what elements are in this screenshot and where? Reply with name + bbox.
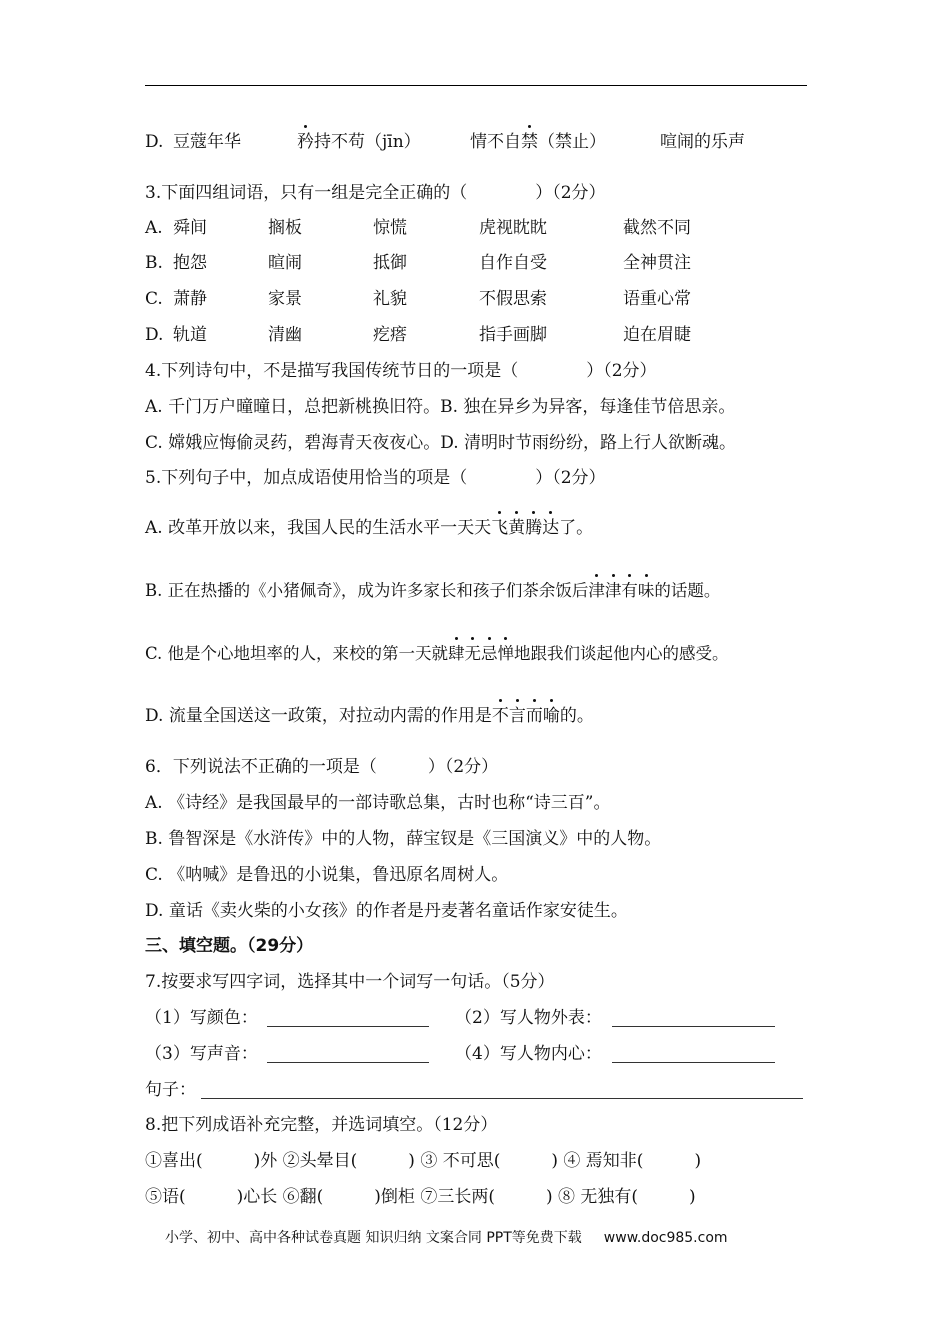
q7-item-label: （2）写人物外表： bbox=[455, 1008, 602, 1028]
q4-options-cd: C. 嫦娥应悔偷灵药，碧海青天夜夜心。D. 清明时节雨纷纷，路上行人欲断魂。 bbox=[145, 433, 737, 453]
answer-blank[interactable] bbox=[612, 1044, 775, 1063]
q5-stem: 5.下列句子中，加点成语使用恰当的项是（ ）（2分） bbox=[145, 468, 606, 488]
dotted-char: 达 bbox=[542, 518, 560, 538]
q7-item-label: （4）写人物内心： bbox=[455, 1044, 602, 1064]
q7-row-1 bbox=[145, 1006, 805, 1030]
dotted-char: 黄 bbox=[508, 518, 526, 538]
dotted-char: 言 bbox=[508, 706, 526, 726]
q5-option-d: D. 流量全国送这一政策，对拉动内需的作用是不言而喻的。 bbox=[145, 706, 594, 726]
answer-blank[interactable] bbox=[267, 1008, 429, 1027]
dotted-char: 忌 bbox=[481, 642, 498, 666]
q7-item-label: （3）写声音： bbox=[145, 1044, 258, 1064]
q6-option-c: C. 《呐喊》是鲁迅的小说集，鲁迅原名周树人。 bbox=[145, 865, 509, 885]
dotted-char: 而 bbox=[525, 706, 543, 726]
sentence-label: 句子： bbox=[145, 1080, 196, 1100]
q7-item-label: （1）写颜色： bbox=[145, 1008, 258, 1028]
dotted-char: 无 bbox=[465, 642, 482, 666]
dotted-char: 不 bbox=[491, 706, 509, 726]
q4-stem: 4.下列诗句中，不是描写我国传统节日的一项是（ ）（2分） bbox=[145, 361, 657, 381]
sentence-blank[interactable] bbox=[201, 1080, 803, 1099]
dotted-char: 惮 bbox=[498, 642, 515, 666]
q6-option-d: D. 童话《卖火柴的小女孩》的作者是丹麦著名童话作家安徒生。 bbox=[145, 901, 628, 921]
q8-idioms-row-1: ①喜出( )外 ②头晕目( ) ③ 不可思( ) ④ 焉知非( ) bbox=[145, 1151, 702, 1171]
dotted-char: 腾 bbox=[525, 518, 543, 538]
dotted-char: 飞 bbox=[491, 518, 509, 538]
dotted-char: 矜 bbox=[297, 132, 314, 152]
q6-option-b: B. 鲁智深是《水浒传》中的人物，薛宝钗是《三国演义》中的人物。 bbox=[145, 829, 662, 849]
dotted-char: 津 bbox=[605, 579, 622, 603]
header-rule bbox=[145, 85, 807, 86]
dotted-char: 喻 bbox=[542, 706, 560, 726]
option-label: D. bbox=[145, 132, 164, 152]
section-heading: 三、填空题。（29分） bbox=[145, 936, 314, 956]
q7-sentence-row bbox=[145, 1078, 805, 1102]
word-with-dot: 矜持不苟（jīn） bbox=[297, 132, 421, 152]
dotted-char: 津 bbox=[588, 579, 605, 603]
q5-option-c: C. 他是个心地坦率的人，来校的第一天就肆无忌惮地跟我们谈起他内心的感受。 bbox=[145, 642, 729, 666]
q5-option-b: B. 正在热播的《小猪佩奇》，成为许多家长和孩子们茶余饭后津津有味的话题。 bbox=[145, 579, 720, 603]
q8-idioms-row-2: ⑤语( )心长 ⑥翻( )倒柜 ⑦三长两( ) ⑧ 无独有( ) bbox=[145, 1187, 696, 1207]
q3-option-d: D. 轨道 清幽 疙瘩 指手画脚 迫在眉睫 bbox=[145, 325, 691, 345]
footer-text: 小学、初中、高中各种试卷真题 知识归纳 文案合同 PPT等免费下载 bbox=[165, 1230, 582, 1246]
q3-option-b: B. 抱怨 暄闹 抵御 自作自受 全神贯注 bbox=[145, 253, 691, 273]
q3-option-a: A. 舜间 搁板 惊慌 虎视眈眈 截然不同 bbox=[145, 218, 691, 238]
q7-row-2 bbox=[145, 1042, 805, 1066]
q3-stem: 3.下面四组词语，只有一组是完全正确的（ ）（2分） bbox=[145, 183, 606, 203]
answer-blank[interactable] bbox=[267, 1044, 429, 1063]
dotted-char: 禁 bbox=[521, 132, 538, 152]
word: 喧闹的乐声 bbox=[660, 132, 745, 152]
dotted-char: 有 bbox=[621, 579, 638, 603]
footer-site-link[interactable]: www.doc985.com bbox=[603, 1230, 728, 1246]
q2-option-d bbox=[145, 130, 805, 154]
word: 豆蔻年华 bbox=[173, 132, 241, 152]
q6-stem: 6．下列说法不正确的一项是（ ）（2分） bbox=[145, 757, 499, 777]
word-with-dot: 情不自禁（禁止） bbox=[470, 132, 606, 152]
answer-blank[interactable] bbox=[612, 1008, 775, 1027]
dotted-char: 味 bbox=[638, 579, 655, 603]
dotted-char: 肆 bbox=[448, 642, 465, 666]
q7-stem: 7.按要求写四字词，选择其中一个词写一句话。（5分） bbox=[145, 972, 555, 992]
q6-option-a: A. 《诗经》是我国最早的一部诗歌总集，古时也称“诗三百”。 bbox=[145, 793, 611, 813]
q3-option-c: C. 萧静 家景 礼貌 不假思索 语重心常 bbox=[145, 289, 691, 309]
q4-options-ab: A. 千门万户曈曈日，总把新桃换旧符。B. 独在异乡为异客，每逢佳节倍思亲。 bbox=[145, 397, 736, 417]
q5-option-a: A. 改革开放以来，我国人民的生活水平一天天飞黄腾达了。 bbox=[145, 518, 594, 538]
footer bbox=[165, 1228, 728, 1248]
q8-stem: 8.把下列成语补充完整，并选词填空。（12分） bbox=[145, 1115, 498, 1135]
